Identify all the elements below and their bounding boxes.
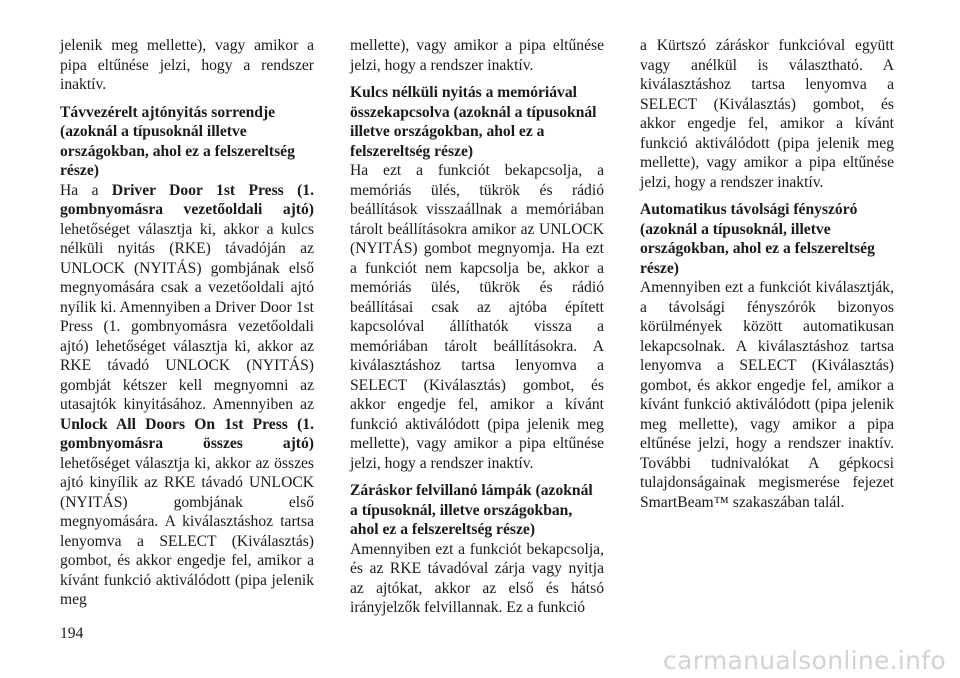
- paragraph-flash-lamps: Amennyiben ezt a funkciót bekapcsolja, és az RKE távadóval zárja vagy nyitja az ajtókat, akkor az első és hátsó irányjelzők felvillannak. Ez a funkció: [350, 540, 604, 616]
- paragraph-remote-unlock: [60, 181, 314, 610]
- text-run: Ha a: [60, 181, 112, 199]
- option-driver-door-first: Driver Door 1st Press (1. gombnyomásra vezetőoldali ajtó): [60, 181, 314, 218]
- heading-auto-high-beam: Automatikus távolsági fényszóró (azoknál a típusoknál, illetve országokban, ahol ez a felszereltség része): [640, 201, 875, 277]
- heading-memory-unlock: Kulcs nélküli nyitás a memóriával összekapcsolva (azoknál a típusoknál illetve országokban, ahol ez a felszereltség része): [350, 84, 597, 160]
- paragraph-intro: a Kürtszó záráskor funkcióval együtt vagy anélkül is választható. A kiválasztáshoz tartsa lenyomva a SELECT (Kiválasztás) gombot, és akkor engedje fel, amikor a kívánt funkció aktiválódott (pipa jelenik meg mellette), vagy amikor a pipa eltűnése jelzi, hogy a rendszer inaktív.: [640, 37, 894, 191]
- text-run: lehetőséget választja ki, akkor a kulcs nélküli nyitás (RKE) távadóján az UNLOCK (NYITÁS) gombjának első megnyomására csak a vezetőoldali ajtó nyílik ki. Amennyiben a Driver Door 1st Press (1. gombnyomásra vezetőoldali ajtó) lehetőséget választja ki, akkor az RKE távadó UNLOCK (NYITÁS) gombját kétszer kell megnyomni az utasajtók kinyitásához. Amennyiben az: [60, 220, 314, 413]
- watermark: carmanualsonline.info: [663, 646, 946, 675]
- text-column-2: [350, 36, 604, 618]
- option-unlock-all-doors: Unlock All Doors On 1st Press (1. gombnyomásra összes ajtó): [60, 415, 314, 452]
- heading-flash-lamps: Záráskor felvillanó lámpák (azoknál a típusoknál, illetve országokban, ahol ez a felszereltség része): [350, 482, 593, 538]
- text-run: lehetőséget választja ki, akkor az összes ajtó kinyílik az RKE távadó UNLOCK (NYITÁS) gombjának első megnyomására. A kiválasztáshoz tartsa lenyomva a SELECT (Kiválasztás) gombot, és akkor engedje fel, amikor a kívánt funkció aktiválódott (pipa jelenik meg: [60, 454, 314, 608]
- paragraph-intro: jelenik meg mellette), vagy amikor a pipa eltűnése jelzi, hogy a rendszer inaktív.: [60, 37, 314, 93]
- paragraph-auto-high-beam: Amennyiben ezt a funkciót kiválasztják, a távolsági fényszórók bizonyos körülmények között automatikusan lekapcsolnak. A kiválasztáshoz tartsa lenyomva a SELECT (Kiválasztás) gombot, és akkor engedje fel, amikor a kívánt funkció aktiválódott (pipa jelenik meg mellette), vagy amikor a pipa eltűnése jelzi, hogy a rendszer inaktív. További tudnivalókat A gépkocsi tulajdonságainak megismerése fejezet SmartBeam™ szakaszában talál.: [640, 279, 894, 511]
- text-column-3: [640, 36, 894, 512]
- paragraph-memory-unlock: Ha ezt a funkciót bekapcsolja, a memóriás ülés, tükrök és rádió beállítások visszaállnak a memóriában tárolt beállításokra amikor az UNLOCK (NYITÁS) gombot megnyomja. Ha ezt a funkciót nem kapcsolja be, akkor a memóriás ülés, tükrök és rádió beállításai csak az ajtóba épített kapcsolóval állíthatók vissza a memóriában tárolt beállításokra. A kiválasztáshoz tartsa lenyomva a SELECT (Kiválasztás) gombot, és akkor engedje fel, amikor a kívánt funkció aktiválódott (pipa jelenik meg mellette), vagy amikor a pipa eltűnése jelzi, hogy a rendszer inaktív.: [350, 162, 604, 472]
- heading-remote-unlock-sequence: Távvezérelt ajtónyitás sorrendje (azoknál a típusoknál illetve országokban, ahol ez a felszereltség része): [60, 103, 295, 179]
- page-number: 194: [60, 625, 84, 642]
- text-column-1: [60, 36, 314, 610]
- paragraph-intro: mellette), vagy amikor a pipa eltűnése jelzi, hogy a rendszer inaktív.: [350, 37, 604, 74]
